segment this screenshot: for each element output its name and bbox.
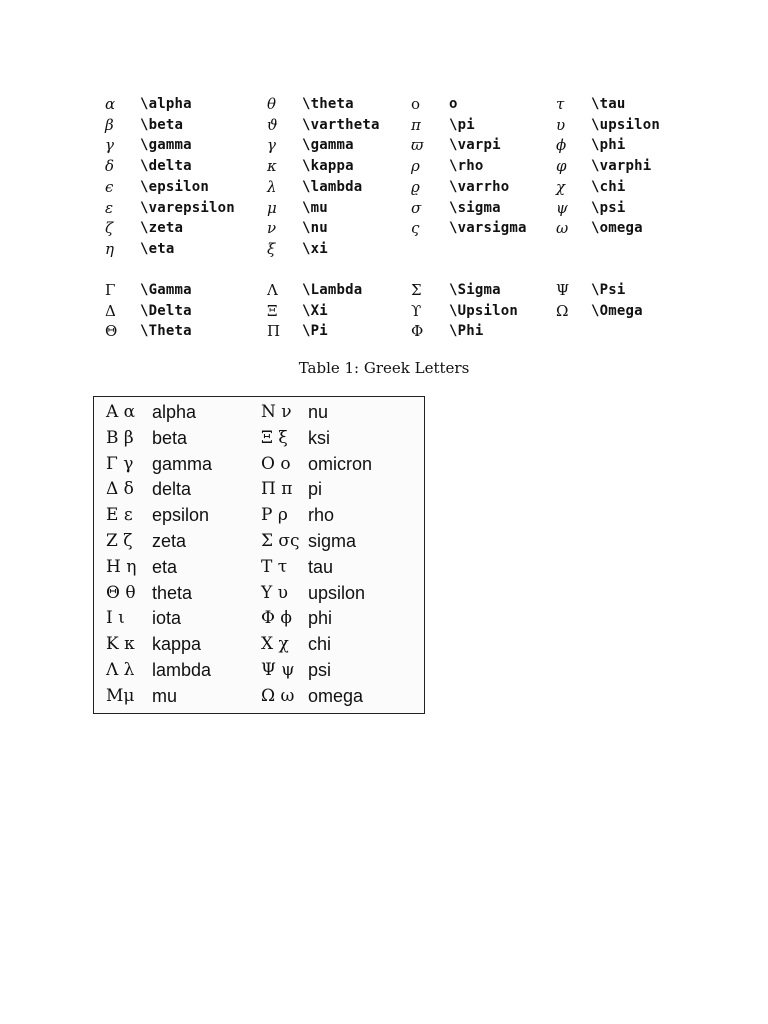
greek-symbol: ς <box>411 219 420 238</box>
greek-symbol: Θ <box>105 322 118 341</box>
latex-command: \mu <box>302 199 328 216</box>
greek-letter-pair: Β β <box>106 427 134 448</box>
latex-command: \Delta <box>140 302 192 319</box>
greek-symbol: ϕ <box>556 136 567 155</box>
greek-symbol: γ <box>105 136 114 155</box>
latex-command: \varepsilon <box>140 199 235 216</box>
greek-letter-pair: Ω ω <box>261 685 295 706</box>
latex-command: \varsigma <box>449 220 527 237</box>
greek-letter-name: omega <box>308 685 364 706</box>
greek-letter-name: theta <box>152 582 193 603</box>
greek-letter-name: tau <box>308 556 334 577</box>
latex-command: \theta <box>302 96 354 112</box>
greek-symbol: ϒ <box>411 301 422 320</box>
greek-letter-name: beta <box>152 427 188 448</box>
greek-symbol: Φ <box>411 322 424 341</box>
greek-symbol: υ <box>556 115 566 134</box>
greek-letter-pair: Τ τ <box>261 556 288 577</box>
table-caption: Table 1: Greek Letters <box>298 359 470 377</box>
greek-letter-pair: Υ υ <box>261 582 288 603</box>
greek-letter-pair: Ο ο <box>261 453 291 474</box>
greek-letter-name: rho <box>308 505 335 526</box>
greek-letter-name: gamma <box>152 453 213 474</box>
latex-command: \Sigma <box>449 282 501 298</box>
latex-command: \rho <box>449 158 484 175</box>
greek-symbol: Ω <box>556 301 569 320</box>
greek-letter-pair: Ψ ψ <box>261 660 295 680</box>
latex-command: \Xi <box>302 302 328 319</box>
latex-command: \upsilon <box>591 116 661 133</box>
latex-command: \alpha <box>140 96 192 112</box>
latex-command: \pi <box>449 116 475 133</box>
latex-command: \eta <box>140 240 175 257</box>
greek-symbol: β <box>105 115 114 134</box>
greek-letter-name: epsilon <box>152 505 210 526</box>
latex-command: \chi <box>591 178 626 195</box>
latex-command: \epsilon <box>140 178 210 195</box>
latex-command: o <box>449 96 458 112</box>
greek-letter-pair: Ε ε <box>106 505 133 526</box>
latex-command: \varrho <box>449 178 510 195</box>
latex-command: \beta <box>140 116 184 133</box>
latex-command: \xi <box>302 240 328 257</box>
latex-command: \Psi <box>591 282 626 298</box>
latex-command: \psi <box>591 199 626 216</box>
greek-symbol: ϵ <box>105 177 114 196</box>
greek-letter-pair: Α α <box>106 402 136 422</box>
greek-letter-name: omicron <box>308 453 373 474</box>
greek-symbol: κ <box>267 157 277 176</box>
latex-command: \vartheta <box>302 116 380 133</box>
latex-command: \Pi <box>302 323 328 340</box>
greek-letter-pair: Κ κ <box>106 634 135 655</box>
greek-letter-pair: Ν ν <box>261 402 292 422</box>
greek-symbol: α <box>105 95 116 113</box>
greek-alphabet-box <box>93 396 425 714</box>
greek-symbol: γ <box>267 136 276 155</box>
greek-symbol: ν <box>267 219 277 238</box>
greek-symbol: o <box>411 95 421 113</box>
latex-command: \zeta <box>140 220 184 237</box>
greek-letter-pair: Η η <box>106 556 137 577</box>
greek-symbol: Π <box>267 322 281 341</box>
greek-letter-pair: Μμ <box>106 685 135 706</box>
greek-symbol: ω <box>556 219 569 238</box>
greek-letter-name: pi <box>308 479 323 500</box>
greek-letter-name: chi <box>308 634 332 655</box>
greek-symbol: ϑ <box>267 115 278 134</box>
latex-command: \varpi <box>449 137 501 154</box>
latex-command: \varphi <box>591 158 652 175</box>
latex-command: \phi <box>591 137 626 154</box>
latex-command: \lambda <box>302 178 363 195</box>
greek-symbol: Λ <box>267 281 278 299</box>
greek-symbol: χ <box>556 177 566 196</box>
greek-letter-name: phi <box>308 608 333 629</box>
greek-symbol: δ <box>105 157 115 176</box>
greek-symbol: ψ <box>556 198 568 217</box>
latex-command: \delta <box>140 158 192 175</box>
latex-command: \Phi <box>449 323 484 340</box>
latex-command: \gamma <box>302 137 354 154</box>
greek-symbol: Δ <box>105 301 116 320</box>
greek-letter-pair: Ξ ξ <box>261 427 288 448</box>
greek-letter-pair: Ζ ζ <box>106 531 133 551</box>
greek-letter-pair: Ρ ρ <box>261 505 288 526</box>
greek-symbol: σ <box>411 198 422 217</box>
greek-symbol: η <box>105 239 114 258</box>
greek-symbol: Ξ <box>267 301 278 320</box>
greek-letter-pair: Δ δ <box>106 479 134 500</box>
greek-letter-name: ksi <box>308 427 330 448</box>
latex-command: \Theta <box>140 323 192 340</box>
latex-command: \kappa <box>302 158 354 175</box>
greek-letter-name: delta <box>152 479 192 500</box>
greek-letter-name: iota <box>152 608 182 629</box>
greek-letter-name: alpha <box>152 402 197 422</box>
greek-symbol: ϖ <box>411 136 424 155</box>
greek-symbol: φ <box>556 157 567 176</box>
latex-command: \tau <box>591 96 626 112</box>
greek-letter-name: nu <box>308 402 329 422</box>
latex-command: \Gamma <box>140 282 192 298</box>
greek-letter-name: upsilon <box>308 582 366 603</box>
greek-letter-pair: Π π <box>261 479 293 500</box>
greek-symbol: ρ <box>411 157 420 176</box>
greek-letter-name: kappa <box>152 634 202 655</box>
greek-symbol: θ <box>267 95 277 113</box>
greek-symbol: ζ <box>105 219 114 238</box>
greek-letter-pair: Θ θ <box>106 582 136 603</box>
greek-letter-pair: Ι ι <box>106 608 125 629</box>
latex-command: \Upsilon <box>449 302 519 319</box>
greek-letter-name: lambda <box>152 660 212 680</box>
greek-letter-name: psi <box>308 660 332 680</box>
greek-letter-pair: Λ λ <box>106 660 135 680</box>
latex-command: \gamma <box>140 137 192 154</box>
greek-letter-pair: Σ σς <box>261 531 300 551</box>
latex-command: \nu <box>302 220 328 237</box>
latex-command: \Lambda <box>302 282 363 298</box>
latex-command: \omega <box>591 220 643 237</box>
greek-letter-pair: Γ γ <box>106 453 134 474</box>
greek-symbol: π <box>411 115 421 134</box>
greek-letter-name: zeta <box>152 531 187 551</box>
greek-letter-name: sigma <box>308 531 357 551</box>
greek-symbol: Σ <box>411 281 422 299</box>
greek-letter-name: eta <box>152 556 178 577</box>
greek-symbol: ϱ <box>411 177 420 196</box>
greek-symbol: Ψ <box>556 281 570 299</box>
greek-symbol: λ <box>267 177 277 196</box>
greek-letter-pair: Χ χ <box>261 634 289 655</box>
greek-symbol: μ <box>267 198 277 217</box>
greek-letter-name: mu <box>152 685 178 706</box>
greek-symbol: ε <box>105 198 114 217</box>
greek-symbol: Γ <box>105 281 116 299</box>
latex-command: \Omega <box>591 302 643 319</box>
latex-command: \sigma <box>449 199 501 216</box>
greek-symbol: τ <box>556 95 565 113</box>
greek-letter-pair: Φ ϕ <box>261 608 292 629</box>
greek-symbol: ξ <box>267 239 276 258</box>
latex-greek-table <box>0 0 768 350</box>
